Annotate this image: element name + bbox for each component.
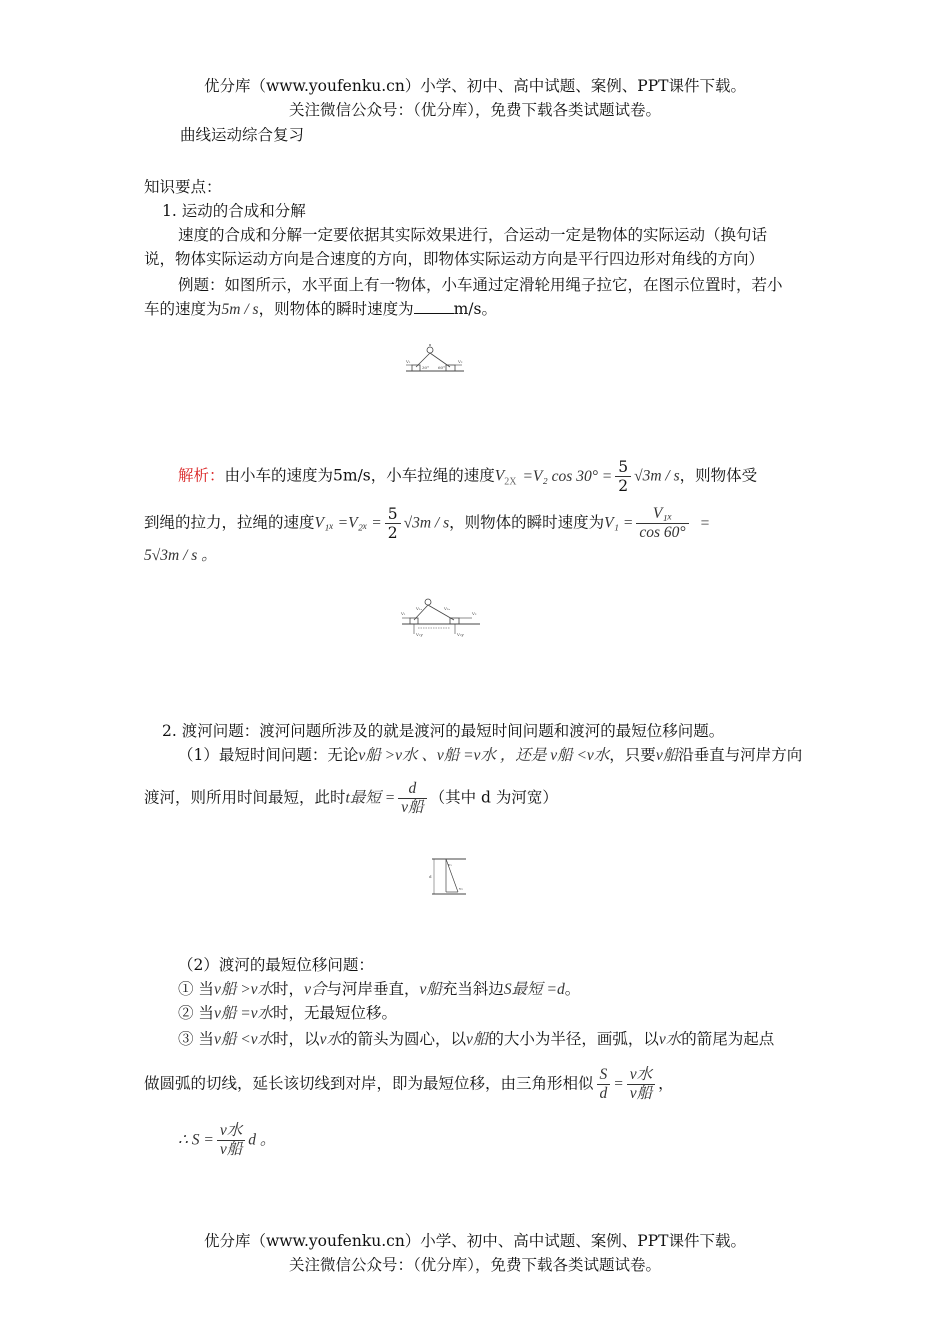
s2-time-line-b: 渡河，则所用时间最短，此时t最短 = $\frac{d}{\text{v船}}$ （其中 d 为河宽） xyxy=(144,780,558,816)
fig2-label-v2: V₂ xyxy=(472,611,477,616)
fig3-label-d: d xyxy=(429,874,432,879)
case-3-line-a: ③ 当v船 <v水时，以v水的箭头为圆心，以v船的大小为半径，画弧，以v水的箭尾为起点 xyxy=(178,1030,775,1048)
answer-blank xyxy=(414,299,454,314)
page-title: 曲线运动综合复习 xyxy=(180,126,305,144)
fig2-label-v2x: V₂ₓ xyxy=(444,606,451,611)
s2-heading: 2. 渡河问题：渡河问题所涉及的就是渡河的最短时间问题和渡河的最短位移问题。 xyxy=(162,722,725,740)
fraction-v1x-cos60: $\frac{\text{V₁ₓ}}{\cos 60^\circ}$ xyxy=(636,505,688,542)
fig2-label-v2y: V₂y xyxy=(457,632,464,637)
s1-example-b: 车的速度为5m / s，则物体的瞬时速度为 m/s。 xyxy=(144,300,497,318)
solution-label: 解析： xyxy=(178,466,225,485)
fraction-d-vboat: $\frac{d}{\text{v船}}$ xyxy=(398,780,426,817)
fig3-label-v1: v₁ xyxy=(448,862,452,867)
s1-paragraph-a: 速度的合成和分解一定要依据其实际效果进行，合运动一定是物体的实际运动（换句话 xyxy=(178,226,768,244)
figure-car-pulley xyxy=(404,344,466,378)
s1-paragraph-b: 说，物体实际运动方向是合速度的方向，即物体实际运动方向是平行四边形对角线的方向） xyxy=(144,250,765,268)
fraction-result: $\frac{\text{v水}}{\text{v船}}$ xyxy=(217,1122,245,1159)
header-line-1: 优分库（www.youfenku.cn）小学、初中、高中试题、案例、PPT课件下载。 xyxy=(203,77,747,95)
fraction-vwater-vboat: $\frac{\text{v水}}{\text{v船}}$ xyxy=(627,1066,655,1103)
fig1-label-v2: V₂ xyxy=(458,359,463,364)
fig1-label-30: 30° xyxy=(422,365,430,370)
fraction-5-2-b: $\frac{5}{2}$ xyxy=(385,505,401,542)
s2-displacement-heading: （2）渡河的最短位移问题： xyxy=(178,956,374,974)
case-1: ① 当v船 >v水时，v合与河岸垂直，v船充当斜边S最短 =d。 xyxy=(178,980,581,998)
figure-velocity-decomposition xyxy=(400,596,482,638)
s2-time-line-a: （1）最短时间问题：无论v船 >v水 、v船 =v水 ，还是 v船 <v水，只要v船沿垂直与河岸方向 xyxy=(178,746,803,764)
header-line-2: 关注微信公众号：（优分库），免费下载各类试题试卷。 xyxy=(288,101,661,119)
footer-line-2: 关注微信公众号：（优分库），免费下载各类试题试卷。 xyxy=(288,1256,661,1274)
footer-line-1: 优分库（www.youfenku.cn）小学、初中、高中试题、案例、PPT课件下载。 xyxy=(203,1232,747,1250)
solution-line-c: 5√3m / s 。 xyxy=(144,547,217,564)
fig1-label-v1: V₁ xyxy=(406,359,411,364)
solution-line-a: 解析：由小车的速度为5m/s，小车拉绳的速度$V_{2X} =V_2$ cos 30° = $\frac{5}{2}$ √3m / s，则物体受 xyxy=(178,458,758,495)
s1-example-a: 例题：如图所示，水平面上有一物体，小车通过定滑轮用绳子拉它，在图示位置时，若小 xyxy=(178,276,783,294)
fig2-label-v1y: V₁y xyxy=(416,632,423,637)
speed-value: 5m / s xyxy=(221,301,259,318)
fig2-label-v1: V₁ xyxy=(401,611,406,616)
section-label: 知识要点： xyxy=(144,178,222,196)
solution-line-b: 到绳的拉力，拉绳的速度V₁ₓ =V₂ₓ = $\frac{5}{2}$ √3m / s，则物体的瞬时速度为V₁ = $\frac{\text{V₁ₓ}}{\cos 60^\circ}$ = xyxy=(144,505,711,542)
fig1-label-60: 60° xyxy=(438,365,446,370)
figure-river-crossing xyxy=(428,856,468,898)
s1-heading: 1. 运动的合成和分解 xyxy=(162,202,306,220)
fig2-label-v1x: V₁ₓ xyxy=(416,606,423,611)
case-2: ② 当v船 =v水时，无最短位移。 xyxy=(178,1004,398,1022)
fig3-label-v2: v₂ xyxy=(459,886,463,891)
fraction-S-d: $\frac{S}{d}$ xyxy=(597,1066,611,1103)
fraction-5-2-a: $\frac{5}{2}$ xyxy=(615,458,631,495)
result-line: ∴ S = $\frac{\text{v水}}{\text{v船}}$ d 。 xyxy=(178,1122,276,1158)
case-3-line-b: 做圆弧的切线，延长该切线到对岸，即为最短位移，由三角形相似 $\frac{S}{d}$ = $\frac{\text{v水}}{\text{v船}}$ ， xyxy=(144,1066,674,1102)
